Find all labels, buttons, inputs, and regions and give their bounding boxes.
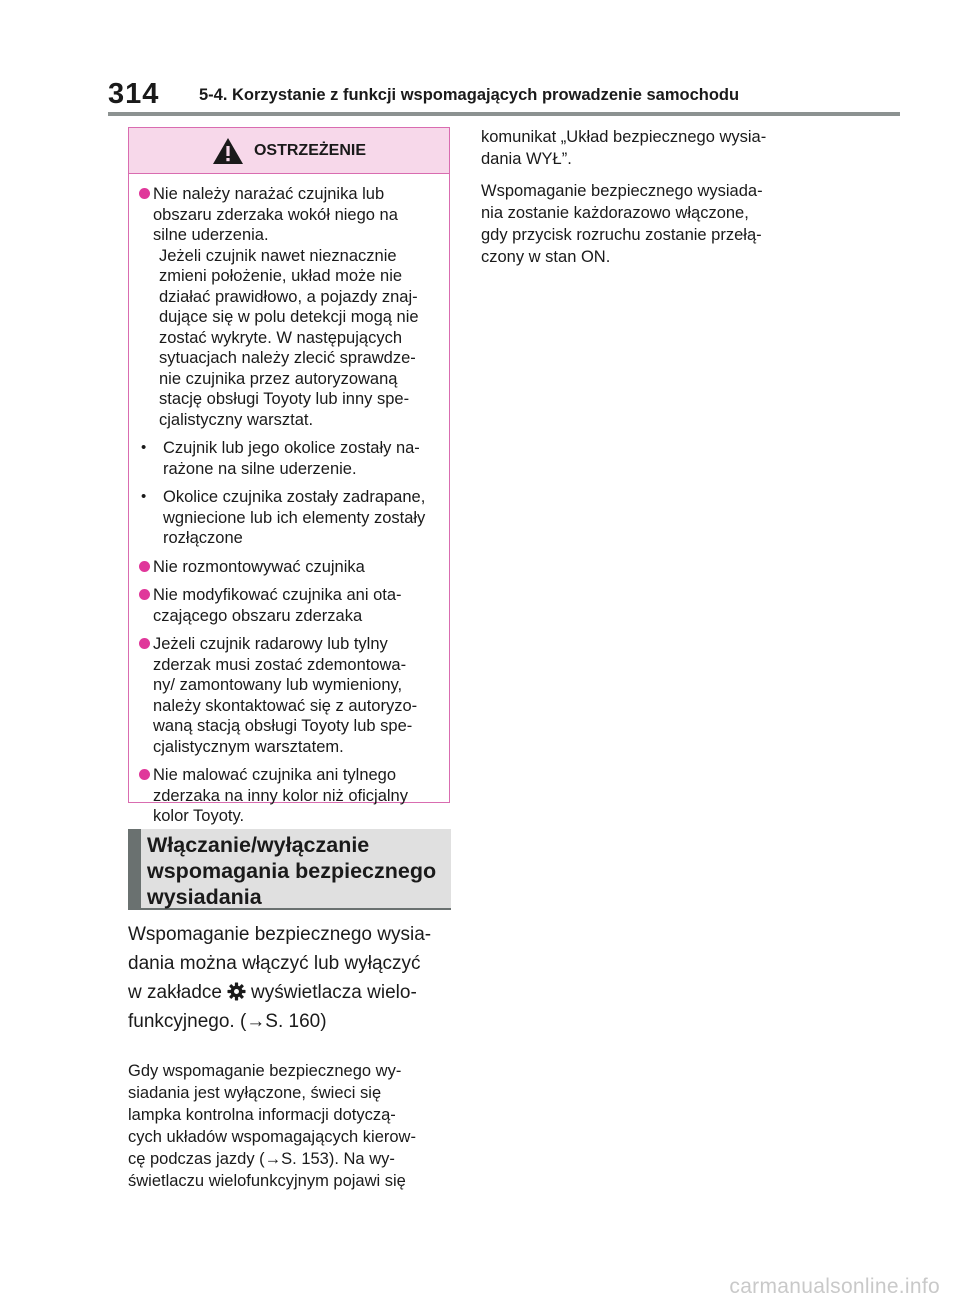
warning-title: OSTRZEŻENIE [253, 141, 366, 159]
warning-text-line: • Czujnik lub jego okolice zostały na- [163, 439, 420, 457]
warning-header [129, 128, 449, 174]
warning-subtext-line: działać prawidłowo, a pojazdy znaj- [159, 287, 418, 306]
paragraph-gap [481, 170, 811, 180]
body-line: gdy przycisk rozruchu zostanie przełą- [481, 226, 762, 244]
warning-text-line: Jeżeli czujnik radarowy lub tylny [153, 635, 388, 653]
body-line: świetlaczu wielofunkcyjnym pojawi się [128, 1172, 406, 1190]
body-line: Wspomaganie bezpiecznego wysiada- [481, 182, 763, 200]
body-paragraph [128, 1060, 458, 1192]
warning-subtext-line: sytuacjach należy zlecić sprawdze- [159, 349, 416, 367]
warning-text-line: obszaru zderzaka wokół niego na [153, 205, 398, 224]
warning-item [139, 765, 439, 827]
warning-text-line: waną stacją obsługi Toyoty lub spe- [153, 717, 413, 735]
warning-text-line: zderzaka na inny kolor niż oficjalny [153, 786, 408, 805]
warning-subtext-line: dujące się w polu detekcji mogą nie [159, 308, 419, 326]
warning-item [139, 184, 439, 430]
warning-item [139, 634, 439, 757]
section-heading [128, 829, 451, 910]
warning-text-line: kolor Toyoty. [153, 807, 245, 825]
warning-text-line: Nie należy narażać czujnika lub [153, 185, 385, 203]
chapter-title: 5-4. Korzystanie z funkcji wspomagających prowadzenie samochodu [199, 86, 740, 104]
header-divider [108, 112, 900, 116]
body-line: komunikat „Układ bezpiecznego wysia- [481, 128, 767, 146]
warning-body [129, 174, 449, 827]
section-heading-line: wysiadania [147, 885, 262, 909]
intro-line [128, 978, 458, 1007]
section-heading-line: wspomagania bezpiecznego [147, 859, 437, 883]
warning-text-line: ny/ zamontowany lub wymieniony, [153, 676, 403, 694]
body-line: Gdy wspomaganie bezpiecznego wy- [128, 1062, 402, 1080]
warning-subitem [139, 487, 439, 549]
watermark: carmanualsonline.info [729, 1275, 940, 1298]
warning-text-line: Nie malować czujnika ani tylnego [153, 766, 397, 784]
warning-text-line: Nie rozmontowywać czujnika [153, 557, 365, 576]
warning-text-line: • Okolice czujnika zostały zadrapane, [163, 488, 426, 506]
body-line: cę podczas jazdy (→S. 153). Na wy- [128, 1150, 395, 1168]
warning-text-line: zderzak musi zostać zdemontowa- [153, 655, 407, 674]
warning-subtext-line: cjalistyczny warsztat. [159, 410, 314, 429]
warning-item [139, 585, 439, 626]
warning-text-line: cjalistycznym warsztatem. [153, 737, 344, 756]
warning-box [128, 127, 450, 825]
warning-subtext-line: stację obsługi Toyoty lub inny spe- [159, 390, 410, 408]
section-heading-line: Włączanie/wyłączanie [147, 833, 370, 857]
warning-subtext-line: zmieni położenie, układ może nie [159, 267, 403, 285]
warning-subtext-line: nie czujnika przez autoryzowaną [159, 369, 398, 388]
warning-text-line: należy skontaktować się z autoryzo- [153, 696, 418, 715]
intro-line: funkcyjnego. (→S. 160) [128, 1011, 327, 1032]
body-line: lampka kontrolna informacji dotyczą- [128, 1106, 396, 1124]
body-line: siadania jest wyłączone, świeci się [128, 1084, 382, 1102]
warning-text-line: rażone na silne uderzenie. [163, 459, 357, 478]
body-line: nia zostanie każdorazowo włączone, [481, 204, 749, 222]
warning-subitem [139, 438, 439, 479]
intro-paragraph [128, 920, 458, 1036]
warning-text-line: czającego obszaru zderzaka [153, 606, 363, 625]
gear-icon [227, 982, 246, 1001]
body-paragraph-right [481, 126, 811, 268]
intro-line: Wspomaganie bezpiecznego wysia- [128, 924, 432, 945]
warning-subtext-line: Jeżeli czujnik nawet nieznacznie [159, 246, 397, 265]
intro-line: dania można włączyć lub wyłączyć [128, 953, 421, 974]
warning-text-line: Nie modyfikować czujnika ani ota- [153, 586, 402, 604]
intro-line-part: w zakładce [128, 982, 222, 1003]
page-number: 314 [108, 78, 160, 110]
warning-triangle-icon [212, 137, 244, 165]
warning-item [139, 557, 439, 578]
body-line: cych układów wspomagających kierow- [128, 1128, 416, 1146]
intro-line-part: wyświetlacza wielo- [251, 982, 417, 1003]
body-line: dania WYŁ”. [481, 150, 572, 168]
warning-text-line: rozłączone [163, 529, 243, 547]
warning-subtext-line: zostać wykryte. W następujących [159, 328, 403, 347]
body-line: czony w stan ON. [481, 248, 611, 266]
warning-text-line: silne uderzenia. [153, 226, 269, 244]
warning-text-line: wgniecione lub ich elementy zostały [163, 508, 426, 527]
